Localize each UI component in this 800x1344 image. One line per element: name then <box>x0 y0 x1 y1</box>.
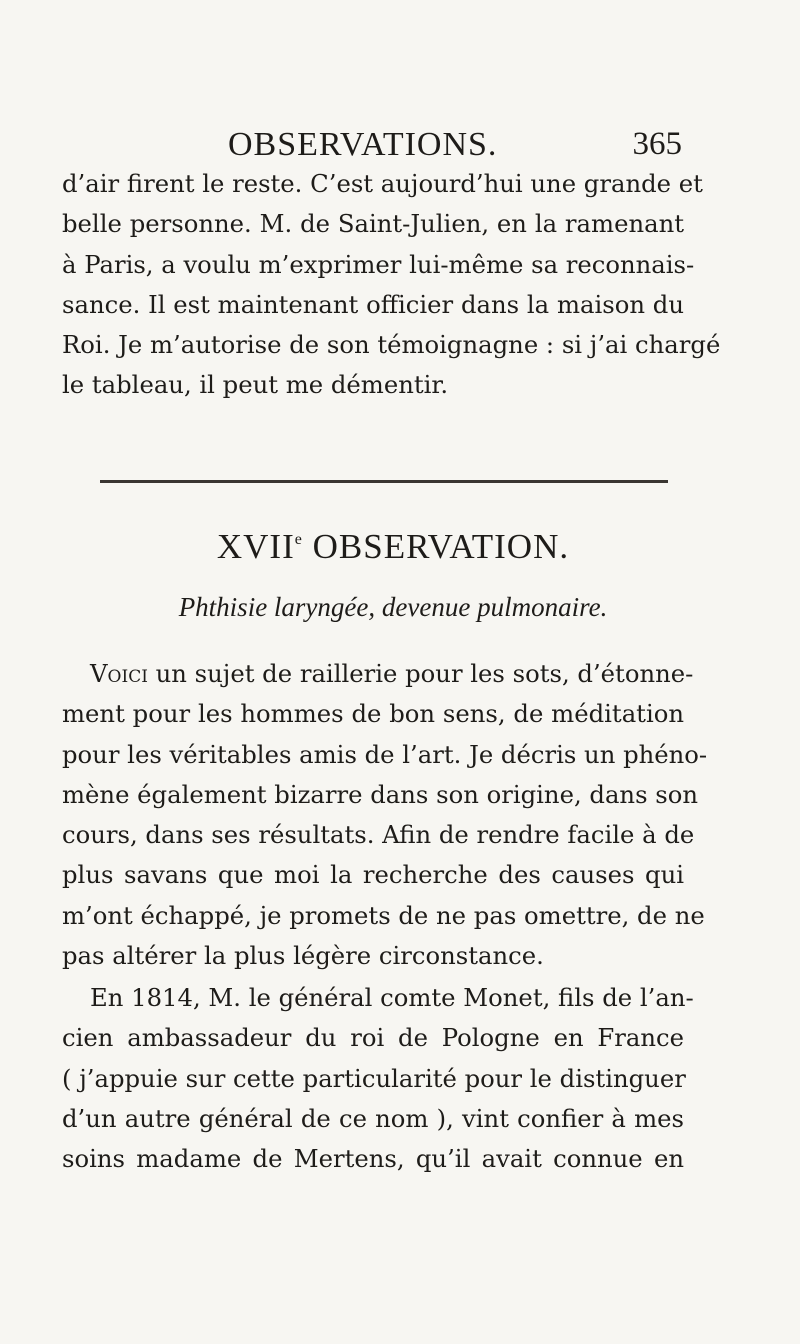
text-line: ( j’appuie sur cette particularité pour le distinguer <box>62 1063 686 1093</box>
section-subtitle: Phthisie laryngée, devenue pulmonaire. <box>178 592 608 622</box>
text-line: mène également bizarre dans son origine, dans son <box>62 779 699 809</box>
text-line: En 1814, M. le général comte Monet, fils de l’an- <box>90 983 694 1012</box>
text-line: belle personne. M. de Saint-Julien, en la ramenant <box>62 209 684 239</box>
text-line: pas altérer la plus légère circonstance. <box>62 941 544 971</box>
paragraph-case <box>62 978 694 1179</box>
text-line: pour les véritables amis de l’art. Je décris un phéno- <box>62 739 708 769</box>
paragraph-continued <box>62 164 721 406</box>
running-head <box>110 126 682 166</box>
paragraph-intro <box>62 654 708 976</box>
text-line: ment pour les hommes de bon sens, de méditation <box>62 699 684 729</box>
section-heading <box>88 527 698 567</box>
opening-word: Voici <box>90 659 148 688</box>
heading-ordinal-suffix: e <box>294 531 303 548</box>
section-divider <box>100 480 668 483</box>
text-line: d’air firent le reste. C’est aujourd’hui une grande et <box>62 169 703 198</box>
line-rest: un sujet de raillerie pour les sots, d’étonne- <box>147 659 694 688</box>
running-title: OBSERVATIONS. <box>228 126 498 163</box>
text-line: m’ont échappé, je promets de ne pas omettre, de ne <box>62 900 705 930</box>
heading-title: OBSERVATION. <box>302 527 570 566</box>
text-line: plus savans que moi la recherche des causes qui <box>62 860 684 890</box>
page-number: 365 <box>632 126 682 162</box>
text-line: soins madame de Mertens, qu’il avait connue en <box>62 1144 684 1174</box>
text-line: sance. Il est maintenant officier dans la maison du <box>62 289 684 319</box>
text-line: le tableau, il peut me démentir. <box>62 370 449 400</box>
text-line: cien ambassadeur du roi de Pologne en France <box>62 1023 684 1053</box>
text-line: cours, dans ses résultats. Afin de rendre facile à de <box>62 820 695 850</box>
text-line <box>62 654 694 694</box>
text-line: Roi. Je m’autorise de son témoignagne : si j’ai chargé <box>62 330 721 360</box>
text-line: à Paris, a voulu m’exprimer lui-même sa reconnais- <box>62 249 695 279</box>
text-line: d’un autre général de ce nom ), vint confier à mes <box>62 1103 684 1133</box>
heading-numeral: XVII <box>216 527 295 566</box>
